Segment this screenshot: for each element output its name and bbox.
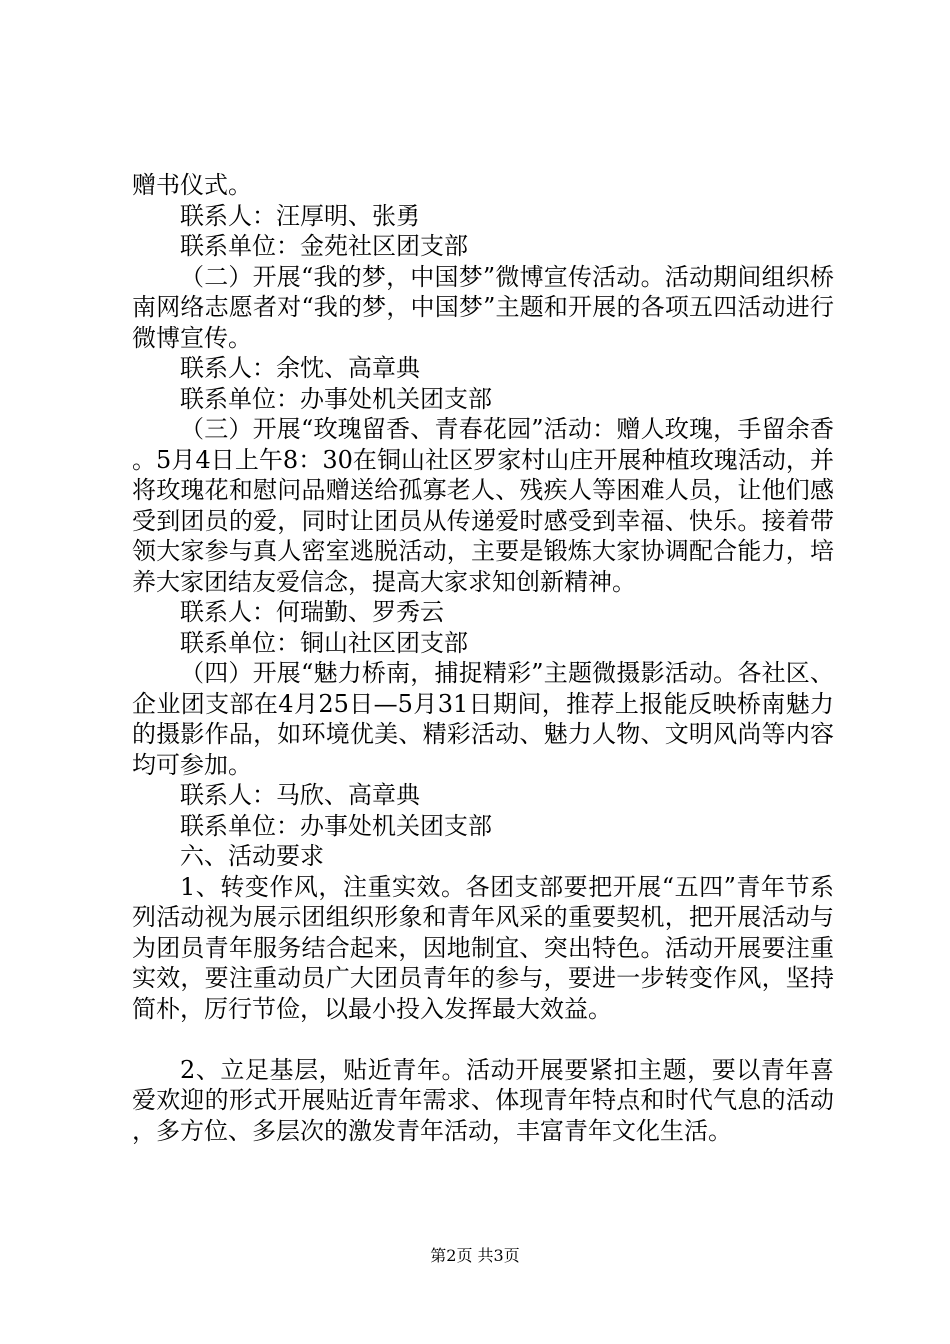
contact-unit: 联系单位：金苑社区团支部 <box>180 232 468 260</box>
contact-unit: 联系单位：办事处机关团支部 <box>180 811 492 840</box>
document-body <box>132 170 834 1146</box>
activity-paragraph-4: （四）开展“魅力桥南，捕捉精彩”主题微摄影活动。各社区、企业团支部在4月25日—5月31日期间，推荐上报能反映桥南魅力的摄影作品，如环境优美、精彩活动、魅力人物、文明风尚等内容均可参加。 <box>132 659 834 779</box>
contact-person: 联系人：余忱、高章典 <box>180 354 420 382</box>
activity-paragraph-2: （二）开展“我的梦，中国梦”微博宣传活动。活动期间组织桥南网络志愿者对“我的梦，中国梦”主题和开展的各项五四活动进行微博宣传。 <box>132 262 834 352</box>
contact-person: 联系人：汪厚明、张勇 <box>180 201 420 230</box>
contact-unit: 联系单位：铜山社区团支部 <box>180 628 468 657</box>
activity-paragraph-3: （三）开展“玫瑰留香、青春花园”活动：赠人玫瑰，手留余香。5月4日上午8：30在铜山社区罗家村山庄开展种植玫瑰活动，并将玫瑰花和慰问品赠送给孤寡老人、残疾人等困难人员，让他们感受到团员的爱，同时让团员从传递爱时感受到幸福、快乐。接着带领大家参与真人密室逃脱活动，主要是锻炼大家协调配合能力，培养大家团结友爱信念，提高大家求知创新精神。 <box>132 415 834 596</box>
contact-unit: 联系单位：办事处机关团支部 <box>180 384 492 413</box>
paragraph-end-line: 赠书仪式。 <box>132 171 252 199</box>
requirement-paragraph-1: 1、转变作风，注重实效。各团支部要把开展“五四”青年节系列活动视为展示团组织形象和青年风采的重要契机，把开展活动与为团员青年服务结合起来，因地制宜、突出特色。活动开展要注重实效，要注重动员广大团员青年的参与，要进一步转变作风，坚持简朴，厉行节俭，以最小投入发挥最大效益。 <box>132 872 834 1023</box>
requirement-paragraph-2: 2、立足基层，贴近青年。活动开展要紧扣主题，要以青年喜爱欢迎的形式开展贴近青年需求、体现青年特点和时代气息的活动，多方位、多层次的激发青年活动，丰富青年文化生活。 <box>132 1055 834 1145</box>
page-number-footer: 第2页 共3页 <box>430 1246 520 1265</box>
contact-person: 联系人：何瑞勤、罗秀云 <box>180 598 444 626</box>
section-heading: 六、活动要求 <box>180 842 324 870</box>
blank-line <box>132 1024 834 1055</box>
contact-person: 联系人：马欣、高章典 <box>180 781 420 809</box>
